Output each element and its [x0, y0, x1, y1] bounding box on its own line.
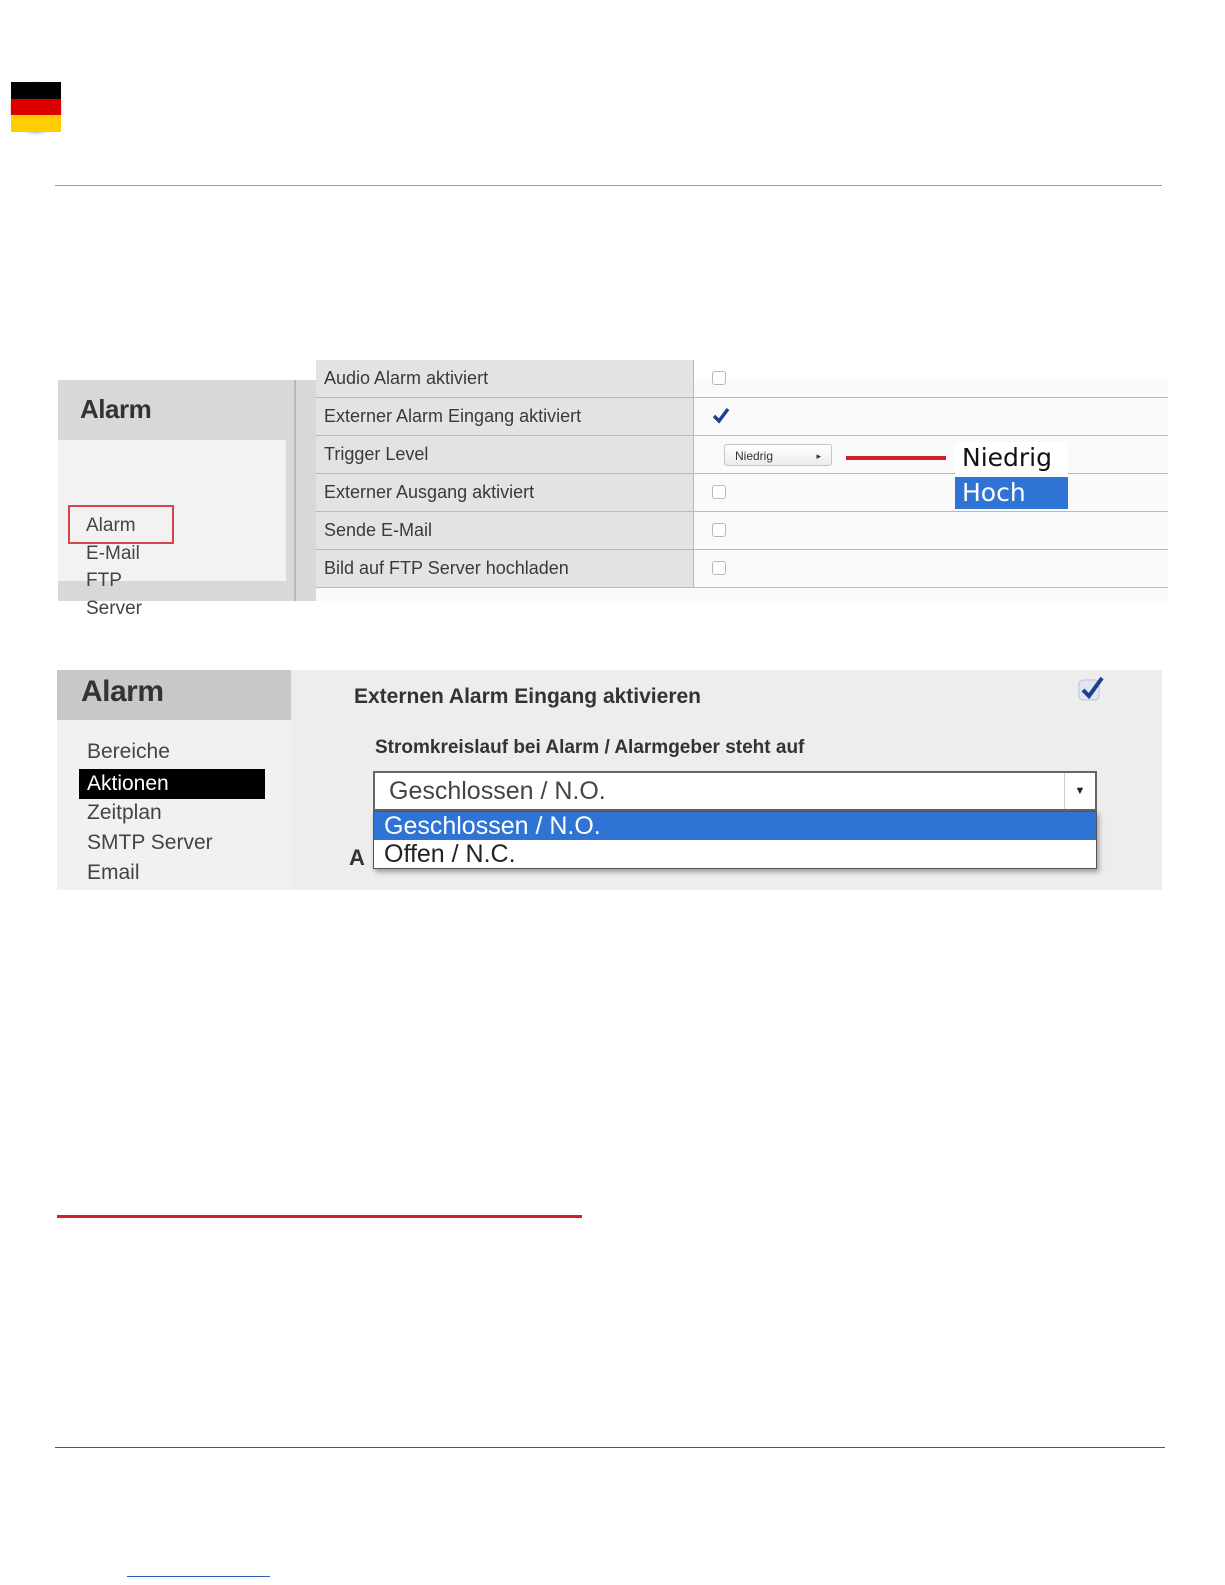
sidebar-item-email[interactable]: E-Mail [86, 543, 140, 564]
sidebar-item-bereiche[interactable]: Bereiche [87, 740, 170, 763]
sidebar-menu [57, 670, 291, 890]
sidebar-item-ftp[interactable]: FTP [86, 570, 122, 591]
sidebar-title: Alarm [80, 394, 152, 424]
sidebar-item-server[interactable]: Server [86, 598, 142, 619]
row-label: Trigger Level [316, 436, 694, 473]
row-label: Externer Ausgang aktiviert [316, 474, 694, 511]
chevron-down-icon: ▼ [1064, 773, 1095, 809]
row-label: Sende E-Mail [316, 512, 694, 549]
trigger-level-select[interactable] [724, 444, 832, 466]
panel-divider [294, 380, 296, 601]
external-output-checkbox[interactable] [712, 485, 726, 499]
sidebar-menu [58, 440, 286, 619]
option-closed[interactable]: Geschlossen / N.O. [374, 812, 1096, 840]
table-row [316, 550, 1168, 588]
sidebar-item-alarm[interactable]: Alarm [86, 515, 136, 536]
audio-alarm-checkbox[interactable] [712, 371, 726, 385]
bottom-divider [55, 1447, 1165, 1448]
row-label: Audio Alarm aktiviert [316, 360, 694, 397]
germany-flag-icon [11, 82, 61, 132]
trigger-level-value: Niedrig [735, 449, 774, 463]
sidebar-item-email[interactable]: Email [87, 861, 140, 884]
alarm-settings-screenshot-2 [57, 670, 1162, 890]
table-row [316, 360, 1168, 398]
sidebar-header [58, 380, 286, 440]
row-label: Externer Alarm Eingang aktiviert [316, 398, 694, 435]
ftp-upload-checkbox[interactable] [712, 561, 726, 575]
callout-option-high[interactable]: Hoch [955, 477, 1068, 509]
callout-option-low[interactable]: Niedrig [955, 442, 1068, 474]
sidebar-item-aktionen[interactable]: Aktionen [79, 769, 265, 799]
section-underline [57, 1215, 582, 1218]
circuit-label: Stromkreislauf bei Alarm / Alarmgeber steht auf [375, 737, 805, 758]
table-row [316, 512, 1168, 550]
external-alarm-checkbox[interactable] [712, 409, 726, 423]
section-heading: Externen Alarm Eingang aktivieren [354, 685, 702, 708]
option-open[interactable]: Offen / N.C. [384, 840, 516, 868]
sidebar-item-smtp-server[interactable]: SMTP Server [87, 831, 213, 854]
table-row [316, 398, 1168, 436]
footer-link-underline[interactable] [127, 1576, 270, 1577]
chevron-right-icon: ▸ [816, 451, 821, 461]
top-divider [55, 185, 1162, 186]
sidebar-title: Alarm [81, 675, 164, 708]
sidebar-header [57, 670, 291, 720]
circuit-state-value: Geschlossen / N.O. [389, 777, 606, 805]
row-label: Bild auf FTP Server hochladen [316, 550, 694, 587]
send-email-checkbox[interactable] [712, 523, 726, 537]
circuit-state-options [373, 811, 1097, 869]
callout-connector [846, 456, 946, 460]
enable-external-alarm-checkbox[interactable] [1077, 674, 1107, 709]
sidebar-item-zeitplan[interactable]: Zeitplan [87, 801, 162, 824]
partial-label: A [349, 845, 365, 870]
circuit-state-select[interactable] [373, 771, 1097, 811]
